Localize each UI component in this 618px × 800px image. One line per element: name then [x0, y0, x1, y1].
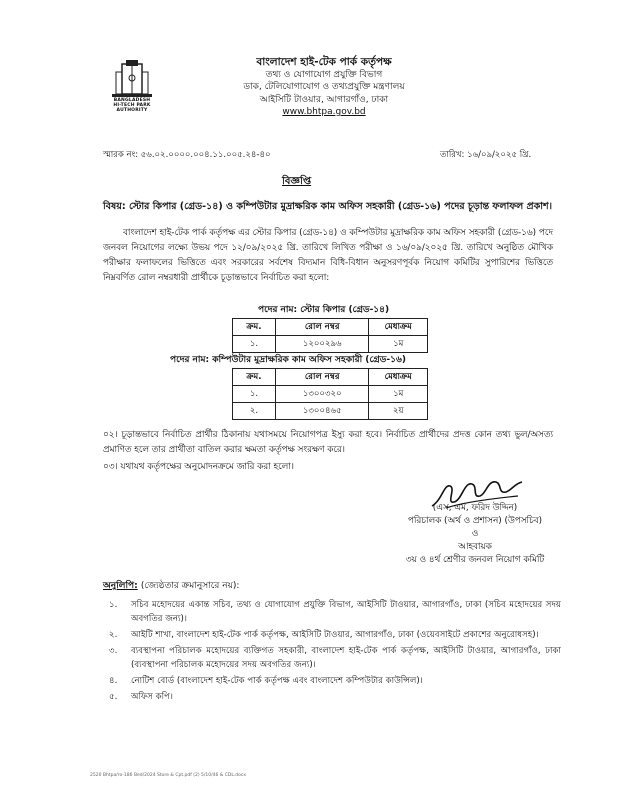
list-item: ২. আইটি শাখা, বাংলাদেশ হাই-টেক পার্ক কর্তৃপক্ষ, আইসিটি টাওয়ার, আগারগাঁও, ঢাকা (ওয়েবসাইটে প্রকাশের অনুরোধসহ)।	[109, 630, 539, 640]
memo-number: স্মারক নং: ৫৬.০২.০০০০.০০৪.১১.০০৫.২৪-৪০	[103, 150, 271, 160]
bhtpa-logo	[108, 58, 156, 124]
list-item: ১. সচিব মহোদয়ের একান্ত সচিব, তথ্য ও যোগাযোগ প্রযুক্তি বিভাগ, আইসিটি টাওয়ার, আগারগাঁও, ঢাকা (সচিব মহোদয়ের সদয় অবগতির জন্য)।	[109, 600, 561, 624]
paragraph-1: বাংলাদেশ হাই-টেক পার্ক কর্তৃপক্ষ এর স্টোর কিপার (গ্রেড-১৪) ও কম্পিউটার মুদ্রাক্ষরিক কাম অফিস সহকারী (গ্রেড-১৬) পদে জনবল নিয়োগের লক্ষ্যে উভয় পদে ১২/০৯/২০২৫ খ্রি. তারিখে লিখিত পরীক্ষা ও ১৬/০৯/২০২৫ খ্রি. তারিখে অনুষ্ঠিত মৌখিক পরীক্ষার ফলাফলের ভিত্তিতে এবং সরকারের সর্বশেষ বিদ্যমান বিধি-বিধান অনুসরণপূর্বক নিয়োগ কমিটির সুপারিশের ভিত্তিতে নিম্নবর্ণিত রোল নম্বরধারী প্রার্থীকে চূড়ান্তভাবে নির্বাচিত করা হলো:	[103, 228, 553, 283]
website-link[interactable]: www.bhtpa.gov.bd	[282, 107, 366, 117]
ministry: ডাক, টেলিযোগাযোগ ও তথ্যপ্রযুক্তি মন্ত্রণালয়	[243, 82, 405, 92]
notice-title: বিজ্ঞপ্তি	[282, 176, 312, 187]
col-roll: রোল নম্বর	[275, 369, 369, 386]
cc-heading: অনুলিপি: (জ্যেষ্ঠতার ক্রমানুসারে নয়):	[103, 581, 240, 591]
signatory-name: (এস, এম, ফরিদ উদ্দিন)	[432, 503, 518, 513]
file-path-footer: 2520 Bhtpa/ro-186 Bed/2024 Store & Cpt.pdf (2) 5/10/46 & CDL.docx	[90, 773, 247, 778]
col-serial: ক্রম.	[233, 319, 276, 336]
table-row: ১. ১৩০০৩২০ ১ম	[233, 386, 428, 403]
list-item: ৪. নোটিশ বোর্ড (বাংলাদেশ হাই-টেক পার্ক কর্তৃপক্ষ এবং বাংলাদেশ কম্পিউটার কাউন্সিল)।	[109, 676, 423, 686]
list-item: ৫. অফিস কপি।	[109, 692, 173, 702]
signatory-committee: ৩য় ও ৪র্থ শ্রেণীর জনবল নিয়োগ কমিটি	[405, 555, 545, 565]
table-row: ২. ১৩০০৪৬৫ ২য়	[233, 403, 428, 420]
post1-title: পদের নাম: স্টোর কিপার (গ্রেড-১৪)	[258, 305, 390, 315]
memo-date: তারিখ: ১৬/০৯/২০২৫ খ্রি.	[440, 150, 532, 160]
division: তথ্য ও যোগাযোগ প্রযুক্তি বিভাগ	[265, 69, 383, 80]
col-serial: ক্রম.	[233, 369, 276, 386]
col-merit: মেধাক্রম	[369, 369, 428, 386]
paragraph-2: ০২। চূড়ান্তভাবে নির্বাচিত প্রার্থীর ঠিকানায় যথাসময়ে নিয়োগপত্র ইস্যু করা হবে। নির্বাচিত প্রার্থীদের প্রদত্ত কোন তথ্য ভুল/অসত্য প্রমাণিত হলে তার প্রার্থীতা বাতিল করার ক্ষমতা কর্তৃপক্ষ সংরক্ষণ করে।	[103, 430, 553, 455]
col-merit: মেধাক্রম	[369, 319, 428, 336]
signatory-and: ও	[471, 529, 479, 539]
signature-block	[380, 502, 570, 567]
signatory-role: আহবায়ক	[458, 542, 492, 552]
address: আইসিটি টাওয়ার, আগারগাঁও, ঢাকা	[259, 94, 389, 105]
post2-title: পদের নাম: কম্পিউটার মুদ্রাক্ষরিক কাম অফিস সহকারী (গ্রেড-১৬)	[170, 355, 406, 365]
org-name: বাংলাদেশ হাই-টেক পার্ক কর্তৃপক্ষ	[256, 56, 392, 68]
letterhead	[200, 56, 448, 119]
subject-line: বিষয়: স্টোর কিপার (গ্রেড-১৪) ও কম্পিউটার মুদ্রাক্ষরিক কাম অফিস সহকারী (গ্রেড-১৬) পদের চূড়ান্ত ফলাফল প্রকাশ।	[103, 201, 553, 212]
list-item: ৩. ব্যবস্থাপনা পরিচালক মহোদয়ের ব্যক্তিগত সহকারী, বাংলাদেশ হাই-টেক পার্ক কর্তৃপক্ষ, আইসিটি টাওয়ার, আগারগাঁও, ঢাকা (ব্যবস্থাপনা পরিচালক মহোদয়ের সদয় অবগতির জন্য)।	[109, 646, 561, 670]
logo-caption: BANGLADESH HI-TECH PARK AUTHORITY	[113, 98, 151, 114]
post1-table	[232, 318, 428, 353]
cc-list	[103, 598, 561, 706]
paragraph-3: ০৩। যথাযথ কর্তৃপক্ষের অনুমোদনক্রমে জারি করা হলো।	[103, 462, 294, 472]
col-roll: রোল নম্বর	[275, 319, 369, 336]
signatory-designation: পরিচালক (অর্থ ও প্রশাসন) (উপসচিব)	[407, 516, 543, 526]
table-row: ১. ১২০০২৯৬ ১ম	[233, 336, 428, 353]
post2-table	[232, 368, 428, 420]
